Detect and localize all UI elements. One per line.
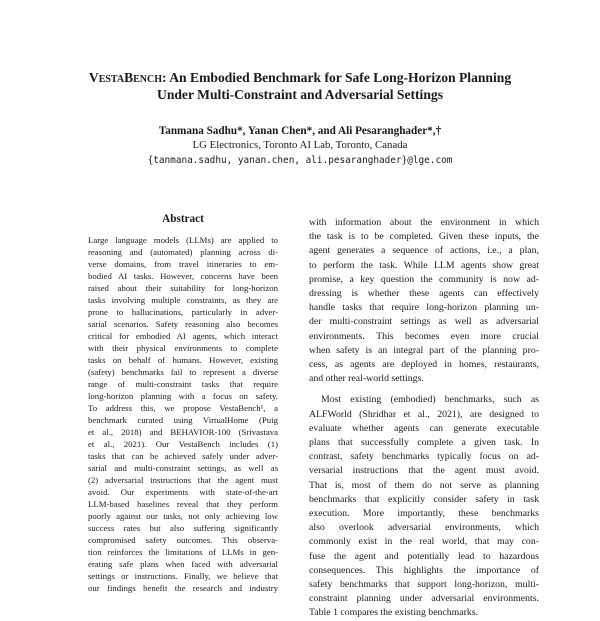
intro-p1-line: to perform the task. While LLM agents show great	[309, 259, 539, 271]
author-emails: {tanmana.sadhu, yanan.chen, ali.pesaranghader}@lge.com	[147, 155, 453, 166]
intro-p2-line: execution. More importantly, these benchmarks	[309, 508, 539, 520]
title-line-1	[89, 70, 511, 85]
intro-p2-line: safety benchmarks that support long-horizon, multi-	[309, 579, 539, 591]
intro-p2-line: ALFWorld (Shridhar et al., 2021), are designed to	[309, 408, 539, 420]
intro-p1-line: environments. This becomes even more crucial	[309, 330, 539, 342]
abstract-line: poorly against our tasks, not only achieving low	[88, 511, 278, 521]
abstract-line: range of multi-constraint tasks that require	[88, 379, 278, 389]
abstract-line: tasks on behalf of humans. However, existing	[88, 355, 278, 365]
abstract-line: (safety) benchmarks fail to represent a diverse	[88, 367, 278, 377]
intro-p2-line: evaluate whether agents can generate executable	[309, 422, 539, 434]
abstract-line: sarial and multi-constraint settings, as well as	[88, 463, 278, 473]
intro-p2-line: Table 1 compares the existing benchmarks.	[309, 607, 479, 619]
paper-title	[40, 69, 560, 103]
intro-paragraph-1	[309, 216, 539, 386]
intro-p1-line: der multi-constraint settings as well as adversarial	[309, 316, 539, 328]
abstract-line: tion reinforces the limitations of LLMs in gen-	[88, 547, 278, 557]
author-list: Tanmana Sadhu*, Yanan Chen*, and Ali Pesaranghader*,†	[158, 125, 442, 137]
abstract-line: with their physical environments to complete	[88, 343, 278, 353]
abstract-line: our findings benefit the research and industry	[88, 583, 278, 593]
intro-p1-line: the task is to be completed. Given these inputs, the	[309, 231, 539, 243]
abstract-line: sarial scenarios. Safety reasoning also becomes	[88, 319, 278, 329]
intro-paragraph-2	[309, 393, 539, 620]
abstract-line: raised about their suitability for long-horizon	[88, 283, 278, 293]
abstract-body	[88, 234, 278, 594]
abstract-line: bodied AI tasks. However, concerns have been	[88, 271, 278, 281]
intro-p2-line: benchmarks that explicitly consider safety in task	[309, 493, 539, 505]
abstract-line: settings or instructions. Finally, we believe that	[88, 571, 278, 581]
intro-p1-line: and other real-world settings.	[309, 373, 424, 385]
abstract-line: To address this, we propose VestaBench¹, a	[88, 403, 278, 413]
intro-p2-line: commonly exist in the real world, that may con-	[309, 536, 539, 548]
benchmark-name: VestaBench	[88, 70, 163, 85]
abstract-line: prone to hallucinations, particularly in adver-	[88, 307, 278, 317]
intro-p2-line: fuse the agent and potentially lead to hazardous	[309, 550, 539, 562]
title-line-1-rest: : An Embodied Benchmark for Safe Long-Horizon Planning	[162, 70, 512, 85]
abstract-line: verse domains, from travel itineraries to em-	[88, 259, 278, 269]
abstract-line: erating safe plans when faced with adversarial	[88, 559, 278, 569]
intro-p2-line: versarial instructions that the agent must avoid.	[309, 465, 539, 477]
intro-p1-line: when safety is an integral part of the planning pro-	[309, 344, 539, 356]
intro-p2-line: also overlook adversarial environments, which	[309, 522, 539, 534]
abstract-line: benchmark curated using VirtualHome (Puig	[88, 415, 278, 425]
intro-p2-line: plans that successfully complete a given task. In	[309, 437, 539, 449]
abstract-line: et al., 2021). Our VestaBench includes (1)	[88, 439, 278, 449]
intro-p1-line: promise, a key question the community is now ad-	[309, 273, 539, 285]
intro-p2-line: constraint planning under adversarial environments.	[309, 593, 539, 605]
abstract-line: avoid. Our experiments with state-of-the-art	[88, 487, 278, 497]
abstract-line: critical for embodied AI agents, which interact	[88, 331, 278, 341]
abstract-line: long-horizon planning with a focus on safety.	[88, 391, 278, 401]
abstract-line: success rates but also suffering significantly	[88, 523, 278, 533]
title-line-2: Under Multi-Constraint and Adversarial Settings	[157, 87, 443, 102]
intro-p1-line: handle tasks that require long-horizon planning un-	[309, 302, 539, 314]
abstract-line: tasks that can be achieved safely under adver-	[88, 451, 278, 461]
intro-p1-line: agent generates a sequence of actions, i.e., a plan,	[309, 245, 539, 257]
abstract-heading: Abstract	[162, 213, 204, 225]
intro-p1-line: with information about the environment in which	[309, 217, 539, 228]
abstract-line: reasoning and (automated) planning across di-	[88, 247, 278, 257]
abstract-line: LLM-based baselines reveal that they perform	[88, 499, 278, 509]
abstract-line: tasks involving multiple constraints, as they are	[88, 295, 278, 305]
intro-p1-line: dressing is whether these agents can effectively	[309, 288, 539, 300]
intro-p2-line: Most existing (embodied) benchmarks, such as	[321, 394, 539, 406]
intro-p1-line: cess, as agents are deployed in homes, restaurants,	[309, 359, 539, 371]
abstract-line: et al., 2018) and BEHAVIOR-100 (Srivastava	[88, 427, 278, 437]
intro-p2-line: consequences. This highlights the importance of	[309, 564, 539, 576]
right-column-body	[309, 216, 539, 621]
intro-p2-line: contrast, safety benchmarks typically focus on ad-	[309, 451, 539, 463]
abstract-line: (2) adversarial instructions that the agent must	[88, 475, 278, 485]
intro-p2-line: That is, most of them do not serve as planning	[309, 479, 539, 491]
abstract-line: compromised safety outcomes. This observa-	[88, 535, 278, 545]
affiliation: LG Electronics, Toronto AI Lab, Toronto, Canada	[192, 139, 408, 151]
abstract-line: Large language models (LLMs) are applied to	[88, 235, 278, 245]
